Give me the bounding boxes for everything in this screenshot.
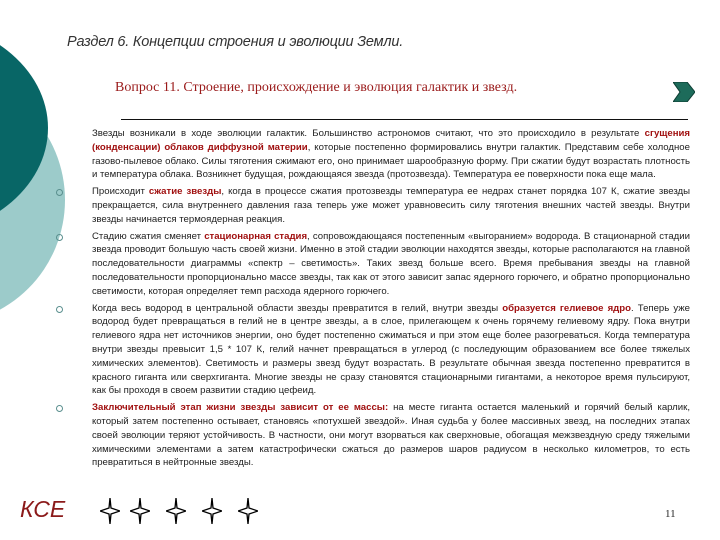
highlight: стационарная стадия xyxy=(204,230,308,242)
text: Когда весь водород в центральной области звезды превратится в гелий, внутри звезды xyxy=(92,302,503,314)
text: , которые постепенно формировались внутри галактик. Представим себе холодное газово-пылевое облако. Силы тяготения сжимают его, оно принимает шарообразную форму. При сжатии будут возрастать плотность и температура облака. Возникнет будущая, рождающаяся звезда (протозвезда). Температура ее поверхности пока еще мала. xyxy=(92,141,690,181)
sparkle-star-icon xyxy=(202,498,222,524)
highlight: сгущения (конденсации) облаков диффузной материи xyxy=(92,128,690,153)
star-decorations xyxy=(100,498,260,524)
text: . Теперь уже водород будет превращаться в гелий не в центре звезды, а в слое, прилегающем к очень горячему гелиевому ядру. Пока внутри гелиевого ядра нет источников энергии, оно будет постепенно сжиматься и при этом еще более разогреваться. Когда температура внутри звезды превысит 1,5 * 107 К, гелий начнет превращаться в углерод (с последующим образованием все более тяжелых химических элементов). Светимость и размеры звезд будут возрастать. В результате обычная звезда постепенно превратится в красного гиганта или сверхгиганта. Многие звезды не сразу становятся стационарными гигантами, а некоторое время пульсируют, как бы проходя в своем развитии стадию цефеид. xyxy=(92,302,690,397)
next-slide-arrow-icon[interactable] xyxy=(673,82,695,102)
bullet-icon xyxy=(56,234,63,241)
section-title: Раздел 6. Концепции строения и эволюции Земли. xyxy=(67,34,404,50)
decor-circles xyxy=(0,0,70,330)
slide-title: Вопрос 11. Строение, происхождение и эволюция галактик и звезд. xyxy=(115,80,518,95)
paragraph xyxy=(92,127,690,182)
text: , когда в процессе сжатия протозвезды температура ее недрах станет порядка 107 К, сжатие звезды прекращается, сила внутреннего давления газа теперь уже может уравновесить силу тяготения внешних частей звезды. Внутри звезды начинается термоядерная реакция. xyxy=(92,186,691,225)
paragraph xyxy=(92,401,690,470)
sparkle-star-icon xyxy=(100,498,120,524)
text: Происходит xyxy=(92,186,149,198)
highlight: Заключительный этап жизни звезды зависит от ее массы: xyxy=(92,402,389,414)
highlight: сжатие звезды xyxy=(148,186,222,198)
content-body xyxy=(92,127,690,473)
sparkle-star-icon xyxy=(238,498,258,524)
page-number: 11 xyxy=(665,508,676,520)
highlight: образуется гелиевое ядро xyxy=(502,302,631,314)
title-divider xyxy=(121,119,688,120)
text: на месте гиганта остается маленький и горячий белый карлик, который затем постепенно остывает, становясь «потухшей звездой». Иная судьба у более массивных звезд, на последних этапах своей эволюции теряют устойчивость. В частности, они могут взорваться как сверхновые, обогащая межзвездную среду тяжелыми химическими элементами а затем катастрофически сжаться до размеров шаров радиусом в несколько километров, то есть превратиться в нейтронные звезды. xyxy=(92,402,690,469)
sparkle-star-icon xyxy=(166,498,186,524)
paragraph xyxy=(92,302,690,399)
text: , сопровождающаяся постепенным «выгоранием» водорода. В стационарной стадии звезда проводит большую часть своей жизни. Именно в этой стадии эволюции находятся звезды, которые располагаются на главной последовательности диаграммы «спектр – светимость». Таких звезд больше всего. Время пребывания звезды на главной последовательности пропорционально массе звезды, так как от этого зависит запас ядерного горючего, и обратно пропорционально светимости, которая определяет темп расхода ядерного горючего. xyxy=(92,230,690,297)
paragraph xyxy=(92,185,690,226)
text: Стадию сжатия сменяет xyxy=(92,230,205,242)
text: Звезды возникали в ходе эволюции галактик. Большинство астрономов считают, что это происходило в результате xyxy=(92,128,645,139)
sparkle-star-icon xyxy=(130,498,150,524)
logo: КСЕ xyxy=(20,496,66,522)
paragraph xyxy=(92,230,690,299)
bullet-icon xyxy=(56,405,63,412)
bullet-icon xyxy=(56,306,63,313)
